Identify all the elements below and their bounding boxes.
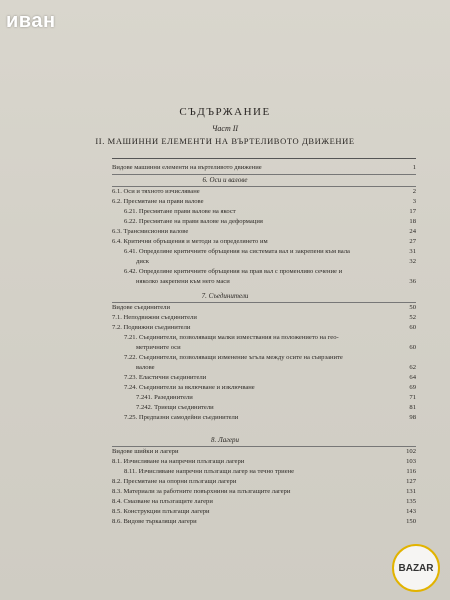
toc-entry: 8.6. Видове търкалящи лагери: [112, 518, 197, 525]
toc-entry: 7.1. Неподвижни съединители: [112, 314, 197, 321]
toc-entry: 7.24. Съединители за включване и изключване: [124, 384, 255, 391]
toc-entry: 8.4. Смазване на плъзгащите лагери: [112, 498, 213, 505]
toc-entry: 8.5. Конструкции плъзгащи лагери: [112, 508, 210, 515]
toc-page-number: 135: [406, 498, 416, 505]
toc-entry: 7.21. Съединители, позволяващи малки измествания на положението на гео-: [124, 334, 339, 341]
toc-entry: 6.41. Определяне критичните обръщения на системата вал и закрепени към вала: [124, 248, 350, 255]
toc-entry: 7.242. Триещи съединители: [136, 404, 214, 411]
toc-page-number: 1: [412, 164, 416, 171]
toc-page-number: 81: [409, 404, 416, 411]
toc-page-number: 150: [406, 518, 416, 525]
toc-entry: валове: [136, 364, 155, 371]
toc-page-number: 2: [412, 188, 416, 195]
toc-entry: 6.1. Оси и тяхното изчисляване: [112, 188, 200, 195]
toc-entry: метричните оси: [136, 344, 181, 351]
section-title: II. МАШИННИ ЕЛЕМЕНТИ НА ВЪРТЕЛИВОТО ДВИЖЕНИЕ: [95, 136, 355, 146]
toc-page-number: 127: [406, 478, 416, 485]
toc-page-number: 71: [409, 394, 416, 401]
toc-entry: 8.1. Изчисляване на напречни плъзгащи лагери: [112, 458, 245, 465]
toc-page-number: 27: [409, 238, 416, 245]
chapter-heading: 6. Оси и валове: [202, 176, 248, 184]
divider: [112, 446, 416, 447]
toc-entry: 7.2. Подвижни съединители: [112, 324, 191, 331]
toc-page-number: 50: [409, 304, 416, 311]
toc-entry: няколко закрепени към него маси: [136, 278, 230, 285]
toc-page-number: 24: [409, 228, 416, 235]
toc-page-number: 31: [409, 248, 416, 255]
toc-entry: 7.25. Предпазни самодейни съединители: [124, 414, 239, 421]
toc-page-number: 32: [409, 258, 416, 265]
title-rule: [112, 158, 416, 159]
toc-entry: 6.22. Пресмятане на прави валове на деформация: [124, 218, 263, 225]
divider: [112, 174, 416, 175]
toc-page-number: 62: [409, 364, 416, 371]
toc-page-number: 103: [406, 458, 416, 465]
toc-page-number: 52: [409, 314, 416, 321]
toc-entry: 8.2. Пресмятане на опорни плъзгащи лагери: [112, 478, 237, 485]
toc-entry: Видове шийки и лагери: [112, 448, 179, 455]
divider: [112, 186, 416, 187]
divider: [112, 302, 416, 303]
toc-page-number: 60: [409, 324, 416, 331]
toc-entry: 7.22. Съединители, позволяващи изменение ъгъла между осите на съврзаните: [124, 354, 343, 361]
toc-entry: 6.2. Пресмятане на прави валове: [112, 198, 204, 205]
toc-entry: 6.4. Критични обръщения и методи за определянето им: [112, 238, 268, 245]
chapter-heading: 7. Съединители: [201, 292, 249, 300]
toc-entry: 8.3. Материали за работните повърхнини на плъзгащите лагери: [112, 488, 291, 495]
part-label: Част II: [211, 124, 239, 133]
toc-page-number: 69: [409, 384, 416, 391]
brand-logo: иван: [6, 10, 56, 32]
watermark-logo: BAZAR: [392, 544, 440, 592]
toc-page-number: 102: [406, 448, 416, 455]
toc-entry: Видове съединители: [112, 304, 170, 311]
toc-entry: 7.23. Еластични съединители: [124, 374, 207, 381]
toc-entry: 6.42. Определяне критичните обръщения на прав вал с променливо сечение и: [124, 268, 343, 275]
toc-page-number: 17: [409, 208, 416, 215]
contents-title: СЪДЪРЖАНИЕ: [179, 106, 271, 118]
toc-page-number: 131: [406, 488, 416, 495]
toc-page-number: 60: [409, 344, 416, 351]
toc-entry: 7.241. Разединители: [136, 394, 193, 401]
toc-entry: 6.21. Пресмятане прави валове на якост: [124, 208, 236, 215]
toc-page-number: 98: [409, 414, 416, 421]
toc-page-number: 36: [409, 278, 416, 285]
toc-entry: 6.3. Трансмисионни валове: [112, 228, 189, 235]
toc-entry: 8.11. Изчисляване напречни плъзгащи лагер на течно триене: [124, 468, 295, 475]
toc-page-number: 3: [412, 198, 416, 205]
chapter-heading: 8. Лагери: [210, 436, 240, 444]
toc-page-number: 64: [409, 374, 416, 381]
toc-entry: Видове машинни елементи на въртеливото движение: [112, 164, 262, 171]
toc-page-number: 143: [406, 508, 416, 515]
toc-page-number: 116: [406, 468, 416, 475]
toc-page-number: 18: [409, 218, 416, 225]
toc-entry: диск: [136, 258, 150, 265]
